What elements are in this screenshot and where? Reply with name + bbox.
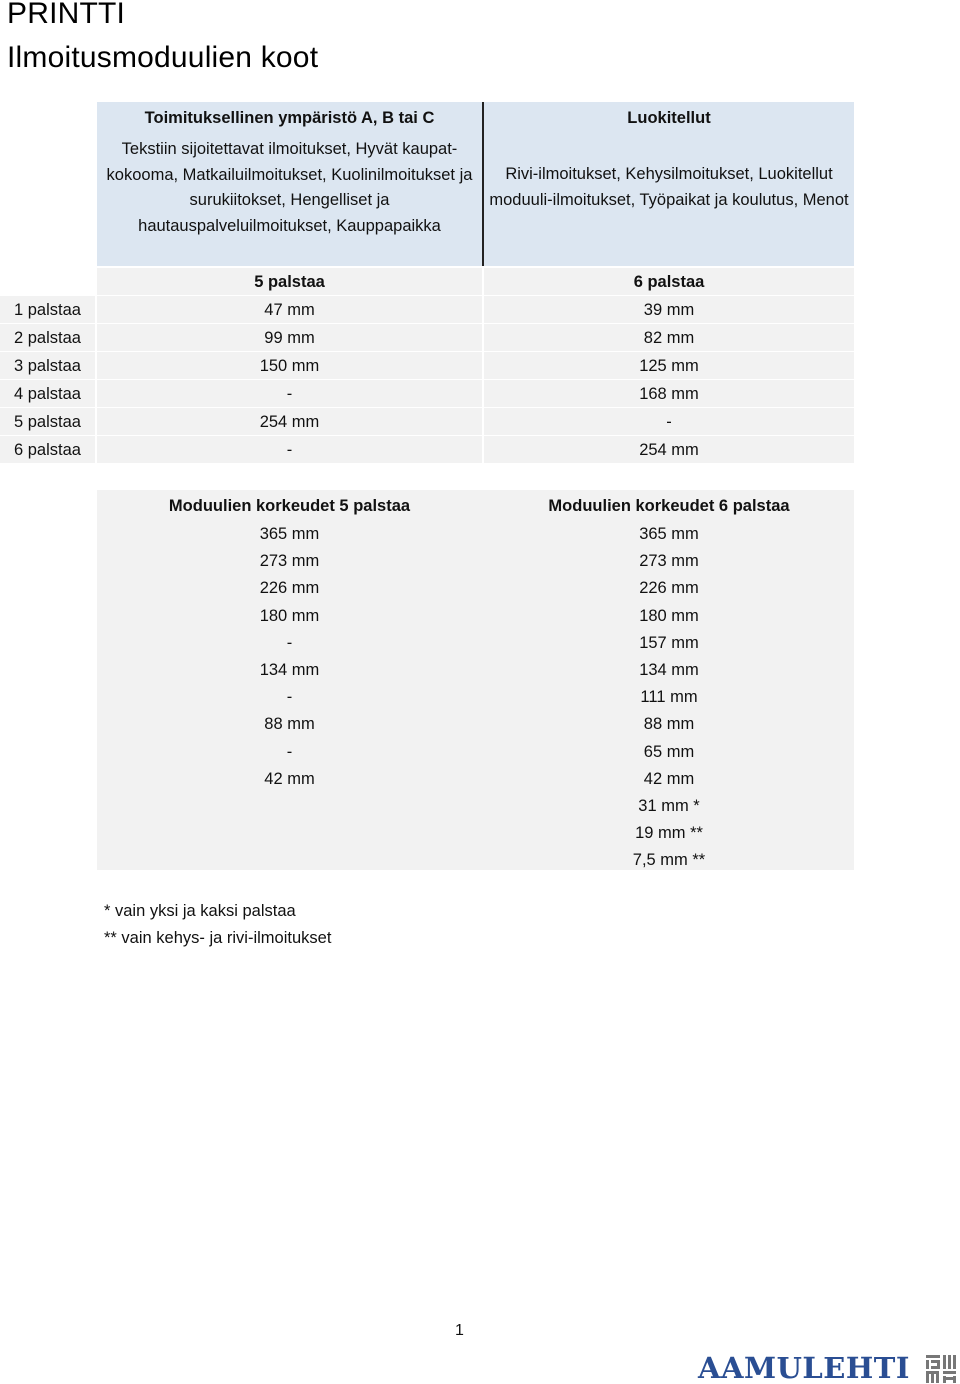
height-value: 226 mm (259, 579, 320, 598)
row-value-5: 47 mm (264, 301, 315, 319)
row-value-5: 150 mm (259, 357, 320, 375)
row-value-5: - (286, 441, 293, 459)
height-value: 42 mm (643, 769, 695, 788)
table-row (0, 380, 860, 408)
height-value: 273 mm (639, 552, 699, 571)
heights-column-5 (97, 494, 482, 793)
height-value: 31 mm * (638, 796, 700, 815)
header-desc-editorial: Tekstiin sijoitettavat ilmoitukset, Hyvät kaupat-kokooma, Matkailuilmoitukset, Kuolinilmoitukset ja surukiitokset, Hengelliset ja hautauspalveluilmoitukset, Kauppapaikka (106, 140, 473, 235)
row-value-5: 254 mm (259, 413, 320, 431)
aamulehti-logo (698, 1352, 960, 1384)
height-value: - (286, 742, 293, 761)
column-head-6: 6 palstaa (633, 273, 705, 291)
height-value: 157 mm (639, 633, 699, 652)
heights-head-5: Moduulien korkeudet 5 palstaa (168, 497, 411, 515)
heights-column-6 (484, 494, 854, 874)
row-value-6: 125 mm (639, 357, 699, 375)
height-value: 134 mm (259, 660, 320, 679)
table-row (0, 324, 860, 352)
page-title: PRINTTI (7, 0, 126, 30)
row-value-6: 82 mm (643, 329, 695, 347)
footnote-double: ** vain kehys- ja rivi-ilmoitukset (104, 929, 332, 947)
height-value: 65 mm (643, 742, 695, 761)
height-value: 7,5 mm ** (632, 851, 706, 870)
header-title-classified: Luokitellut (627, 109, 711, 127)
row-label: 4 palstaa (14, 385, 81, 403)
height-value: 134 mm (639, 660, 699, 679)
row-value-6: 168 mm (639, 385, 699, 403)
height-value: 365 mm (259, 525, 320, 543)
height-value: 42 mm (264, 769, 315, 788)
row-value-5: 99 mm (264, 329, 315, 347)
table-row (0, 436, 860, 464)
row-label: 5 palstaa (14, 413, 81, 431)
header-desc-classified: Rivi-ilmoitukset, Kehysilmoitukset, Luokitellut moduuli-ilmoitukset, Työpaikat ja koulutus, Menot (489, 165, 849, 209)
table-row (0, 408, 860, 436)
height-value: 365 mm (639, 525, 699, 543)
column-head-row (0, 268, 860, 296)
height-value: 19 mm ** (635, 824, 703, 843)
header-cell-editorial (97, 102, 482, 266)
header-title-editorial: Toimituksellinen ympäristö A, B tai C (144, 109, 435, 127)
height-value: 180 mm (639, 606, 699, 625)
page-number: 1 (455, 1322, 464, 1339)
height-value: - (286, 688, 293, 707)
row-label: 6 palstaa (14, 441, 81, 459)
row-label: 1 palstaa (14, 301, 81, 319)
row-label: 3 palstaa (14, 357, 81, 375)
logo-wordmark: AAMULEHTI (698, 1351, 910, 1384)
row-value-5: - (286, 385, 293, 403)
height-value: 226 mm (639, 579, 699, 598)
height-value: 88 mm (264, 715, 315, 734)
heights-head-6: Moduulien korkeudet 6 palstaa (548, 497, 790, 515)
height-value: 180 mm (259, 606, 320, 625)
alma-logo-icon (926, 1355, 958, 1383)
row-label: 2 palstaa (14, 329, 81, 347)
height-value: 273 mm (259, 552, 320, 571)
row-value-6: 254 mm (639, 441, 699, 459)
row-value-6: - (666, 413, 672, 431)
row-value-6: 39 mm (643, 301, 695, 319)
page-subtitle: Ilmoitusmoduulien koot (7, 41, 319, 74)
height-value: 111 mm (640, 688, 698, 707)
table-row (0, 352, 860, 380)
height-value: - (286, 633, 293, 652)
column-head-5: 5 palstaa (254, 273, 325, 291)
height-value: 88 mm (643, 715, 695, 734)
header-cell-classified (484, 102, 854, 266)
table-row (0, 296, 860, 324)
footnote-single: * vain yksi ja kaksi palstaa (104, 902, 296, 920)
